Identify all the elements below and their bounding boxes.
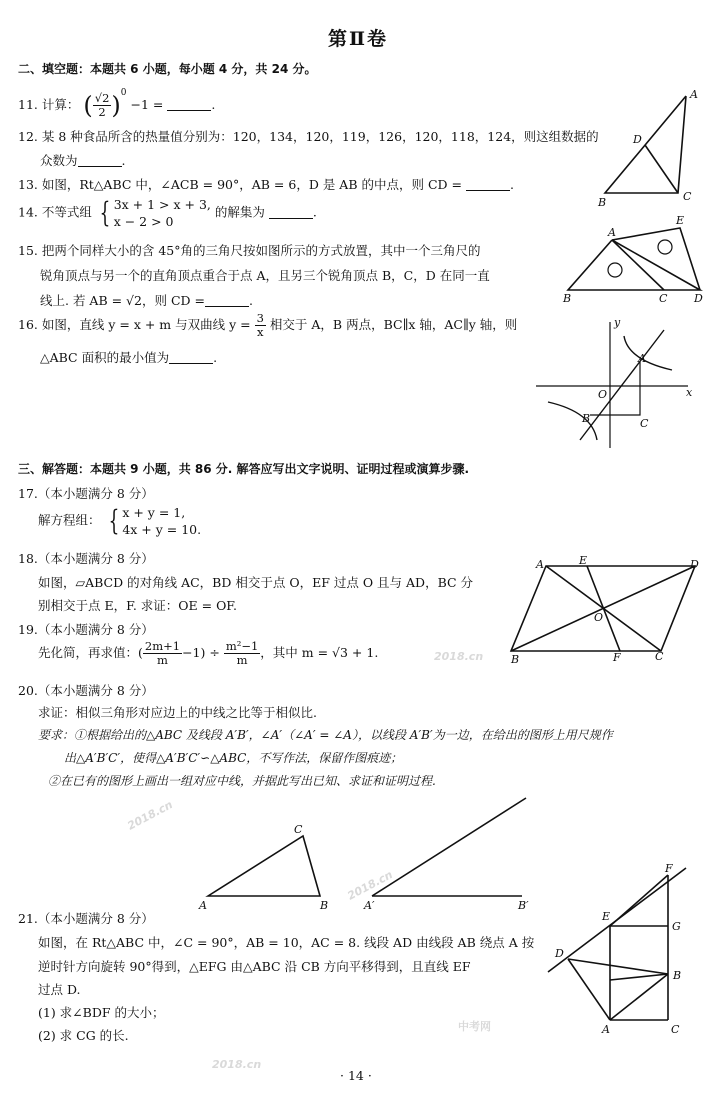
q13-text: 如图，Rt△ABC 中，∠ACB = 90°，AB = 6，D 是 AB 的中点，则 CD =: [41, 177, 462, 192]
q11-fraction: $\frac{√2}{2}$: [94, 91, 110, 119]
question-19: 19.（本小题满分 8 分）: [18, 622, 154, 637]
q16-fraction: $\frac{3}{x}$: [256, 311, 264, 339]
q21-line3: 过点 D.: [38, 982, 81, 997]
page-title: 第Ⅱ卷: [328, 28, 389, 50]
svg-text:2018.cn: 2018.cn: [125, 798, 175, 833]
svg-text:2018.cn: 2018.cn: [434, 650, 484, 663]
q20-line2: 要求：①根据给出的△ABC 及线段 A′B′，∠A′（∠A′ = ∠A），以线段 A′B′为一边，在给出的图形上用尺规作: [38, 728, 613, 742]
svg-text:A: A: [199, 899, 207, 912]
svg-text:C: C: [671, 1023, 680, 1036]
figure-q16-labels: [581, 316, 693, 430]
question-number: 16.: [18, 317, 38, 332]
svg-text:E: E: [579, 554, 588, 567]
svg-text:E: E: [602, 910, 611, 923]
question-number: 17.: [18, 486, 38, 501]
question-number: 15.: [18, 243, 38, 258]
q14-post: 的解集为: [214, 204, 265, 220]
svg-text:x: x: [686, 386, 693, 399]
figure-q13-triangle: [605, 96, 686, 193]
q15-line1: 把两个同样大小的含 45°角的三角尺按如图所示的方式放置，其中一个三角尺的: [41, 243, 481, 258]
svg-text:中考网: 中考网: [458, 1020, 491, 1033]
section-heading-fill-in: 二、填空题：本题共 6 小题，每小题 4 分，共 24 分。: [18, 62, 317, 76]
q21-line2: 逆时针方向旋转 90°得到，△EFG 由△ABC 沿 CB 方向平移得到，且直线 EF: [38, 959, 471, 974]
q16-line2: △ABC 面积的最小值为 .: [40, 350, 218, 365]
svg-text:G: G: [672, 920, 681, 933]
question-11: 11. 计算： ( $\frac{√2}{2}$ )$^0$ −1 = .: [18, 88, 216, 120]
svg-text:B: B: [598, 196, 607, 209]
svg-text:A: A: [536, 558, 544, 571]
page-number: · 14 ·: [340, 1068, 372, 1083]
q21-sub1: (1) 求∠BDF 的大小；: [38, 1005, 165, 1020]
svg-text:C: C: [659, 292, 668, 305]
q11-text-b: −1 =: [130, 97, 164, 112]
svg-text:A′: A′: [364, 899, 375, 912]
svg-text:F: F: [665, 862, 673, 875]
figure-q18-parallelogram: [511, 566, 695, 651]
svg-text:B: B: [320, 899, 329, 912]
svg-text:A: A: [608, 226, 616, 239]
q20-line3: 出△A′B′C′，使得△A′B′C′∽△ABC，不写作法，保留作图痕迹；: [64, 751, 403, 765]
q18-line1: 如图，▱ABCD 的对角线 AC，BD 相交于点 O，EF 过点 O 且与 AD，BC 分: [38, 575, 474, 590]
svg-text:D: D: [633, 133, 642, 146]
question-number: 12.: [18, 129, 38, 144]
svg-text:y: y: [614, 316, 621, 329]
svg-text:2018.cn: 2018.cn: [345, 868, 395, 903]
question-21: 21.（本小题满分 8 分）: [18, 911, 154, 926]
inequality-system: { 3x + 1 > x + 3, x − 2 > 0: [99, 196, 211, 229]
q18-line2: 别相交于点 E，F. 求证：OE = OF.: [38, 598, 238, 613]
q20-line4: ②在已有的图形上画出一组对应中线，并据此写出已知、求证和证明过程.: [48, 774, 436, 788]
svg-text:F: F: [613, 651, 621, 664]
q21-sub2: (2) 求 CG 的长.: [38, 1028, 129, 1043]
figure-q15-set-squares: [568, 228, 700, 290]
q20-line1: 求证：相似三角形对应边上的中线之比等于相似比.: [38, 705, 317, 720]
svg-text:B′: B′: [518, 899, 529, 912]
figure-q20-labels: [198, 823, 529, 912]
question-18: 18.（本小题满分 8 分）: [18, 551, 154, 566]
svg-text:B: B: [511, 653, 520, 666]
q15-line3: 线上. 若 AB = √2，则 CD = .: [40, 293, 253, 308]
watermark-logos: [125, 650, 491, 1071]
question-number: 19.: [18, 622, 38, 637]
svg-text:E: E: [676, 214, 685, 227]
section-heading-solutions: 三、解答题：本题共 9 小题，共 86 分. 解答应写出文字说明、证明过程或演算步骤.: [18, 462, 470, 476]
svg-text:C: C: [683, 190, 692, 203]
q21-line1: 如图，在 Rt△ABC 中，∠C = 90°，AB = 10，AC = 8. 线段 AD 由线段 AB 绕点 A 按: [38, 935, 535, 950]
question-20: 20.（本小题满分 8 分）: [18, 683, 154, 698]
question-12-line2: 众数为 .: [40, 153, 126, 168]
svg-text:2018.cn: 2018.cn: [212, 1058, 262, 1071]
q15-line2: 锐角顶点与另一个的直角顶点重合于点 A，且另三个锐角顶点 B，C，D 在同一直: [40, 268, 490, 283]
figure-q21-labels: [554, 862, 681, 1036]
question-number: 21.: [18, 911, 38, 926]
q11-text-a: 计算：: [41, 97, 80, 112]
svg-text:B: B: [673, 969, 682, 982]
question-16: 16. 如图，直线 y = x + m 与双曲线 y = $\frac{3}{x}$ 相交于 A，B 两点，BC∥x 轴，AC∥y 轴，则: [18, 311, 518, 339]
paren-open: (: [83, 91, 93, 120]
q12-line1: 某 8 种食品所含的热量值分别为：120，134，120，119，126，120，118，124，则这组数据的: [41, 129, 599, 144]
svg-text:A: A: [690, 88, 698, 101]
svg-text:A: A: [638, 352, 646, 365]
question-number: 11.: [18, 97, 38, 112]
q17-equation-system: 解方程组： { x + y = 1, 4x + y = 10.: [38, 504, 202, 537]
question-14: 14. 不等式组 { 3x + 1 > x + 3, x − 2 > 0 的解集为 .: [18, 196, 317, 229]
svg-text:O: O: [598, 388, 608, 401]
svg-text:C: C: [294, 823, 303, 836]
question-13: 13. 如图，Rt△ABC 中，∠ACB = 90°，AB = 6，D 是 AB 的中点，则 CD = .: [18, 177, 514, 192]
question-number: 14.: [18, 204, 38, 220]
svg-text:A: A: [602, 1023, 610, 1036]
question-17: 17.（本小题满分 8 分）: [18, 486, 154, 501]
figure-q16-graph: [536, 322, 688, 448]
question-number: 18.: [18, 551, 38, 566]
svg-text:B: B: [563, 292, 572, 305]
svg-text:B: B: [582, 412, 591, 425]
q14-pre: 不等式组: [41, 204, 92, 220]
q19-expression: 先化简，再求值：( $\frac{2m+1}{m}$ −1) ÷ $\frac{\text{m²−1}}{m}$ ，其中 m = √3 + 1.: [38, 639, 379, 667]
question-number: 13.: [18, 177, 38, 192]
svg-text:D: D: [690, 558, 699, 571]
svg-text:C: C: [655, 650, 664, 663]
figure-q21-construction: [548, 868, 686, 1020]
svg-text:D: D: [555, 947, 564, 960]
paren-close: ): [111, 91, 121, 120]
svg-text:O: O: [594, 611, 604, 624]
svg-text:C: C: [640, 417, 649, 430]
question-number: 20.: [18, 683, 38, 698]
q11-exponent: 0: [120, 88, 127, 98]
svg-text:D: D: [694, 292, 703, 305]
